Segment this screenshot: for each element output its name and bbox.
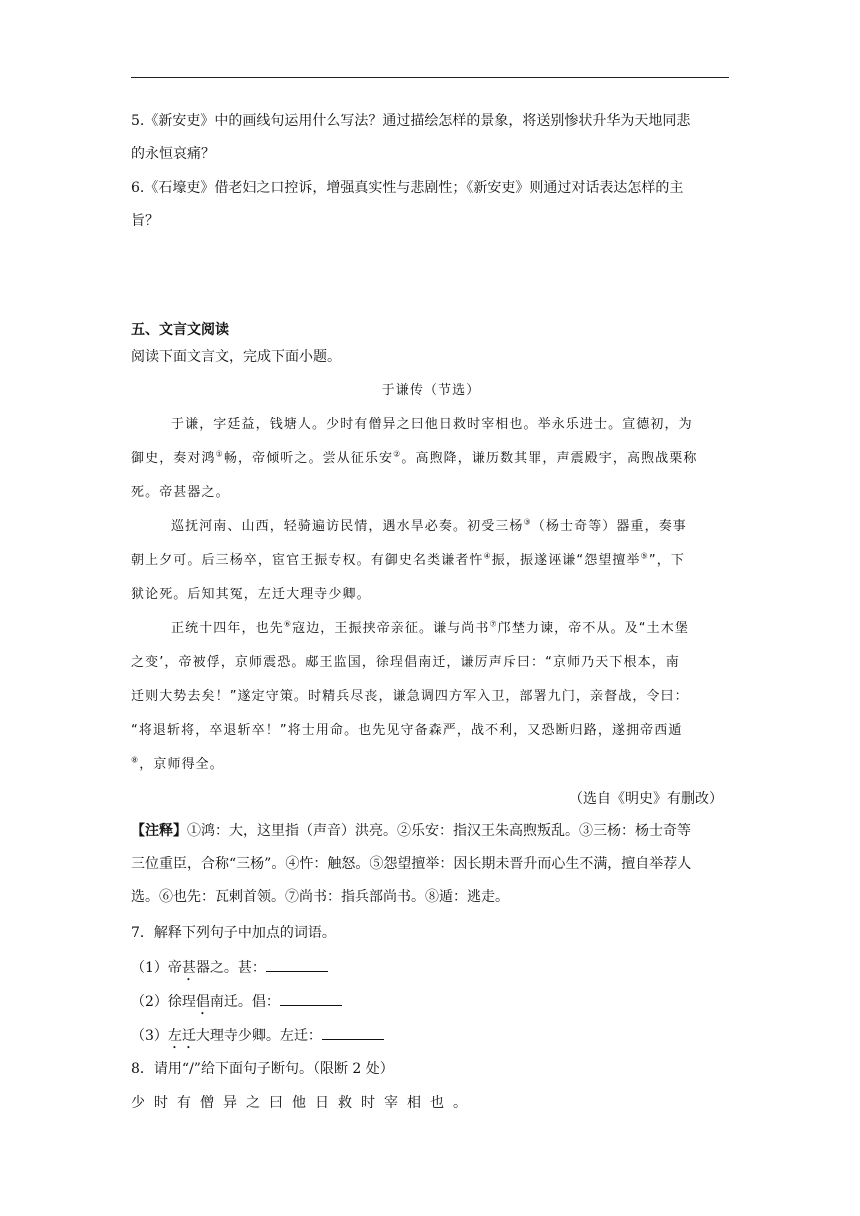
footnote-marker: ⑥ (283, 619, 293, 629)
footnote-marker: ④ (483, 551, 492, 561)
question-7-item-2: （2）徐珵倡南迁。倡： (131, 991, 731, 1018)
passage-line: 巡抚河南、山西，轻骑遍访民情，遇水旱必奏。初受三杨③（杨士奇等）器重，奏事 (171, 517, 687, 534)
footnote-marker: ③ (523, 517, 532, 527)
footnote-marker: ① (215, 449, 224, 459)
passage-line: ⑧，京师得全。 (131, 755, 224, 772)
answer-blank[interactable] (322, 1026, 384, 1040)
answer-blank[interactable] (266, 958, 328, 972)
passage-line: 于谦，字廷益，钱塘人。少时有僧异之曰他日救时宰相也。举永乐进士。宣德初，为 (171, 417, 693, 432)
footnote-marker: ⑦ (489, 619, 498, 629)
passage-line: 迁则大势去矣！”遂定守策。时精兵尽丧，谦急调四方军入卫，部署九门，亲督战，令曰： (131, 689, 689, 704)
footnote-marker: ⑤ (640, 551, 649, 561)
notes-line-2: 三位重臣，合称“三杨”。④忤：触怒。⑤怨望擅举：因长期未晋升而心生不满，擅自举荐人 (131, 856, 692, 872)
passage-line: 正统十四年，也先⑥寇边，王振挟帝亲征。谦与尚书⑦邝埜力谏，帝不从。及“土木堡 (171, 619, 689, 636)
footnote-marker: ⑧ (131, 755, 140, 765)
question-5-line-2: 的永恒哀痛？ (131, 146, 215, 162)
passage-line: 狱论死。后知其冤，左迁大理寺少卿。 (131, 587, 371, 602)
section-instruction: 阅读下面文言文，完成下面小题。 (131, 349, 341, 365)
emphasized-word: 甚 (181, 960, 196, 976)
question-6-line-1: 6.《石壕吏》借老妇之口控诉，增强真实性与悲剧性；《新安吏》则通过对话表达怎样的主 (131, 180, 684, 196)
question-7-prompt: 7．解释下列句子中加点的词语。 (131, 925, 336, 941)
notes-line-1: 【注释】①鸿：大，这里指（声音）洪亮。②乐安：指汉王朱高煦叛乱。③三杨：杨士奇等 (131, 823, 691, 839)
question-5-line-1: 5.《新安吏》中的画线句运用什么写法？通过描绘怎样的景象，将送别惨状升华为天地同悲 (131, 113, 691, 129)
emphasized-word: 倡 (195, 994, 210, 1010)
header-rule (131, 77, 729, 78)
question-8-prompt: 8．请用“/”给下面句子断句。（限断 2 处） (131, 1061, 394, 1077)
notes-line-3: 选。⑥也先：瓦剌首领。⑦尚书：指兵部尚书。⑧遁：逃走。 (131, 889, 509, 905)
passage-title: 于谦传（节选） (381, 383, 481, 398)
passage-line: “将退斩将，卒退斩卒！”将士用命。也先见守备森严，战不利，又恐断归路，遂拥帝西遁 (131, 723, 683, 738)
passage-line: 御史，奏对鸿①畅，帝倾听之。尝从征乐安②。高煦降，谦历数其罪，声震殿宇，高煦战栗称 (131, 449, 698, 466)
section-heading: 五、文言文阅读 (131, 322, 229, 338)
passage-line: 死。帝甚器之。 (131, 485, 230, 500)
passage-line: 之变’，帝被俘，京师震恐。郕王监国，徐珵倡南迁，谦厉声斥曰：“京师乃天下根本，南 (131, 655, 680, 670)
question-7-item-1: （1）帝甚器之。甚： (131, 957, 731, 984)
question-8-sentence: 少时有僧异之曰他日救时宰相也。 (131, 1095, 476, 1111)
emphasized-word: 左迁 (167, 1028, 196, 1044)
footnote-marker: ② (393, 449, 402, 459)
question-6-line-2: 旨？ (131, 213, 159, 229)
passage-source: （选自《明史》有删改） (569, 791, 723, 807)
notes-label: 【注释】 (131, 823, 187, 839)
answer-blank[interactable] (280, 992, 342, 1006)
question-7-item-3: （3）左迁大理寺少卿。左迁： (131, 1025, 731, 1052)
passage-line: 朝上夕可。后三杨卒，宦官王振专权。有御史名类谦者忤④振，振遂诬谦“怨望擅举⑤”，下 (131, 551, 685, 568)
